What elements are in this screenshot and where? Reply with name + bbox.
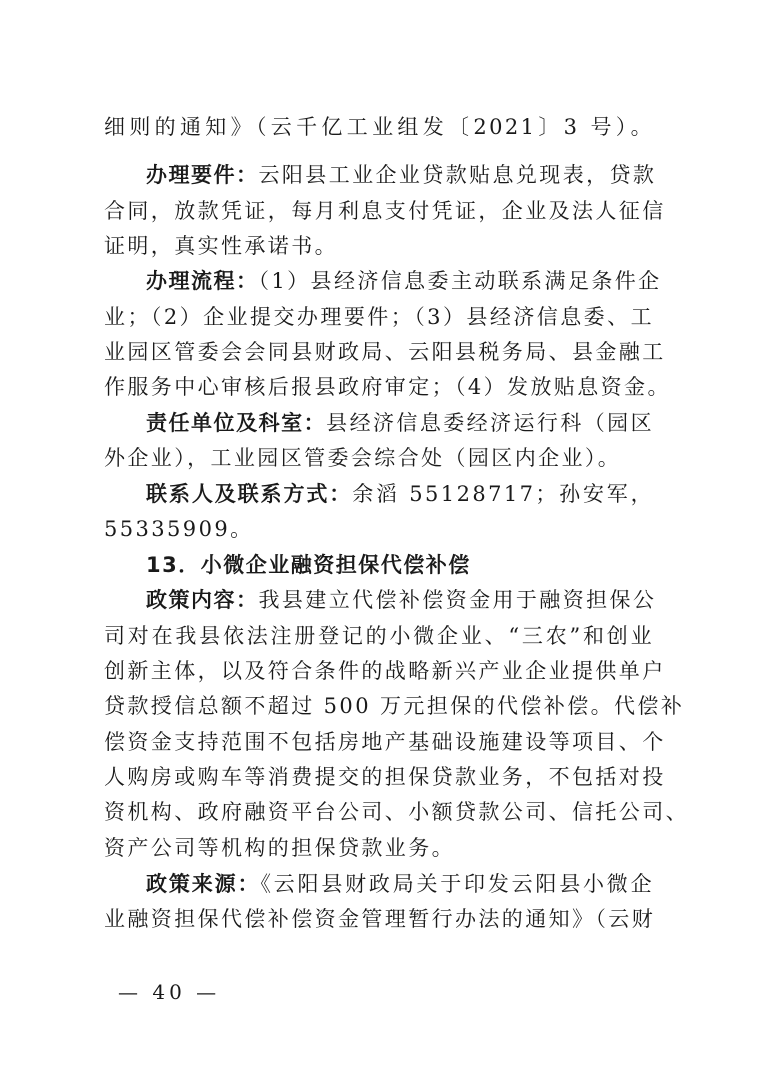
text-line: 作服务中心审核后报县政府审定；（4）发放贴息资金。 bbox=[104, 375, 671, 399]
text-line: 政策来源：《云阳县财政局关于印发云阳县小微企 bbox=[146, 872, 654, 896]
text-line: 政策内容：我县建立代偿补偿资金用于融资担保公 bbox=[146, 588, 657, 612]
text-line: 创新主体，以及符合条件的战略新兴产业企业提供单户 bbox=[104, 659, 666, 683]
page-number: — 40 — bbox=[118, 980, 221, 1004]
section-label: 办理流程： bbox=[146, 269, 259, 293]
text-line: 办理要件：云阳县工业企业贷款贴息兑现表，贷款 bbox=[146, 163, 657, 187]
section-label: 办理要件： bbox=[146, 163, 259, 187]
text-line: 业；（2）企业提交办理要件；（3）县经济信息委、工 bbox=[104, 305, 654, 329]
section-heading: 13．小微企业融资担保代偿补偿 bbox=[146, 553, 471, 577]
text-line: 合同，放款凭证，每月利息支付凭证，企业及法人征信 bbox=[104, 199, 666, 223]
text-line: 外企业），工业园区管委会综合处（园区内企业）。 bbox=[104, 446, 622, 470]
text-line: 贷款授信总额不超过 500 万元担保的代偿补偿。代偿补 bbox=[104, 694, 685, 718]
section-label: 联系人及联系方式： bbox=[146, 482, 353, 506]
text-line: 办理流程：（1）县经济信息委主动联系满足条件企 bbox=[146, 269, 662, 293]
text-line: 业融资担保代偿补偿资金管理暂行办法的通知》（云财 bbox=[104, 907, 656, 931]
text-line: 业园区管委会会同县财政局、云阳县税务局、县金融工 bbox=[104, 340, 666, 364]
text-line: 责任单位及科室：县经济信息委经济运行科（园区 bbox=[146, 411, 654, 435]
text-line: 55335909。 bbox=[104, 517, 254, 541]
text-line: 联系人及联系方式：余滔 55128717；孙安军， bbox=[146, 482, 655, 506]
text-line: 细则的通知》（云千亿工业组发〔2021〕3 号）。 bbox=[104, 115, 654, 139]
text-line: 证明，真实性承诺书。 bbox=[104, 234, 338, 258]
text-line: 人购房或购车等消费提交的担保贷款业务，不包括对投 bbox=[104, 765, 666, 789]
section-label: 政策内容： bbox=[146, 588, 259, 612]
text-line: 资机构、政府融资平台公司、小额贷款公司、信托公司、 bbox=[104, 800, 689, 824]
text-line: 资产公司等机构的担保贷款业务。 bbox=[104, 836, 455, 860]
text-line: 司对在我县依法注册登记的小微企业、“三农”和创业 bbox=[104, 624, 654, 648]
section-label: 责任单位及科室： bbox=[146, 411, 327, 435]
text-line: 偿资金支持范围不包括房地产基础设施建设等项目、个 bbox=[104, 730, 666, 754]
section-label: 政策来源： bbox=[146, 872, 261, 896]
